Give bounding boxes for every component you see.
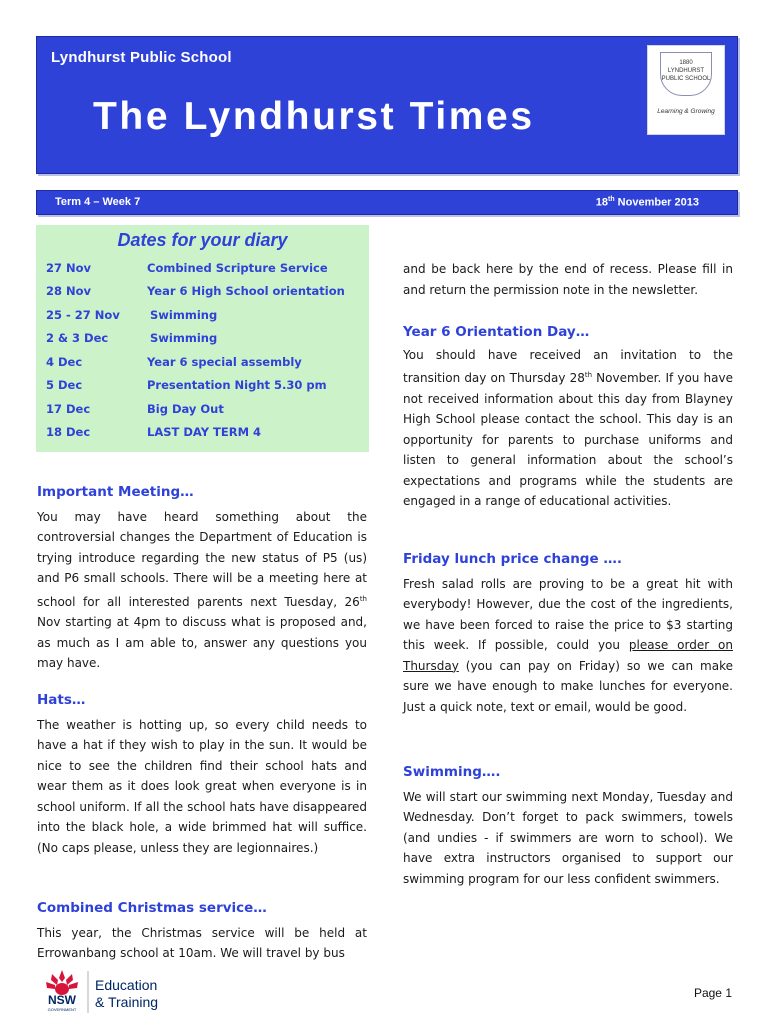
lunch-text-a: Fresh salad rolls are proving to be a great hit with everybody! However, due the cost of the ingredients, we have been forced to raise the price to $3 starting this week. If possible, could you bbox=[403, 576, 733, 652]
nsw-text: NSW bbox=[48, 993, 76, 1007]
christmas-heading: Combined Christmas service… bbox=[37, 900, 267, 916]
diary-row bbox=[46, 355, 366, 375]
christmas-body: This year, the Christmas service will be held at Errowanbang school at 10am. We will travel by bus bbox=[37, 925, 367, 960]
christmas-continued bbox=[403, 259, 733, 300]
orientation-body bbox=[403, 345, 733, 512]
diary-event: Big Day Out bbox=[147, 402, 224, 416]
meeting-sup: th bbox=[359, 594, 367, 603]
newsletter-title: The Lyndhurst Times bbox=[93, 95, 535, 138]
term-week: Term 4 – Week 7 bbox=[55, 196, 141, 208]
meeting-text-a: You may have heard something about the controversial changes the Department of Education is trying introduce regarding the new status of P5 (us) and P6 small schools. There will be a meeting here at school for all interested parents next Tuesday, 26 bbox=[37, 509, 367, 609]
article-lunch bbox=[403, 549, 733, 717]
diary-date: 18 Dec bbox=[46, 425, 91, 439]
logo-line2: PUBLIC SCHOOL bbox=[661, 76, 711, 82]
diary-title: Dates for your diary bbox=[117, 230, 288, 250]
hats-body: The weather is hotting up, so every child needs to have a hat if they wish to play in the sun. It would be nice to see the children find their school hats and wear them as it does look great when everyone is in school uniform. If all the school hats have disappeared into the black hole, a wide brimmed hat will suffice. (No caps please, unless they are legionnaires.) bbox=[37, 717, 367, 855]
diary-date: 25 - 27 Nov bbox=[46, 308, 120, 322]
meeting-heading: Important Meeting… bbox=[37, 484, 194, 500]
orientation-text-a: You should have received an invitation to the transition day on Thursday 28 bbox=[403, 347, 733, 385]
gov-text: GOVERNMENT bbox=[47, 1007, 77, 1012]
diary-row bbox=[46, 402, 366, 422]
issue-date bbox=[596, 196, 699, 209]
diary-date: 5 Dec bbox=[46, 378, 83, 392]
article-christmas bbox=[37, 898, 367, 964]
masthead bbox=[36, 36, 738, 174]
diary-row bbox=[46, 378, 366, 398]
term-bar bbox=[36, 190, 738, 215]
orientation-heading: Year 6 Orientation Day… bbox=[403, 324, 590, 340]
issue-date-suffix: th bbox=[608, 196, 615, 203]
waratah-icon bbox=[38, 968, 178, 1016]
diary-date: 17 Dec bbox=[46, 402, 91, 416]
logo-education: Education bbox=[95, 977, 158, 993]
logo-motto: Learning & Growing bbox=[657, 108, 715, 115]
diary-row bbox=[46, 261, 366, 281]
diary-date: 28 Nov bbox=[46, 284, 92, 298]
lunch-body bbox=[403, 574, 733, 718]
diary-date: 2 & 3 Dec bbox=[46, 331, 109, 345]
swimming-body: We will start our swimming next Monday, Tuesday and Wednesday. Don’t forget to pack swimmers, towels (and undies - if swimmers are worn to school). We have extra instructors organised to support our swimming program for our less confident swimmers. bbox=[403, 789, 733, 886]
meeting-body bbox=[37, 507, 367, 674]
diary-event: Swimming bbox=[150, 308, 218, 322]
diary-box bbox=[36, 225, 369, 452]
issue-date-rest: November 2013 bbox=[614, 196, 699, 209]
christmas-continued-text: and be back here by the end of recess. Please fill in and return the permission note in the newsletter. bbox=[403, 262, 733, 297]
school-name: Lyndhurst Public School bbox=[51, 49, 232, 66]
nsw-education-logo bbox=[38, 968, 178, 1016]
hats-heading: Hats… bbox=[37, 692, 86, 708]
article-orientation bbox=[403, 322, 733, 512]
diary-row bbox=[46, 331, 366, 351]
diary-event: Swimming bbox=[150, 331, 218, 345]
swimming-heading: Swimming…. bbox=[403, 764, 501, 780]
school-logo bbox=[647, 45, 725, 135]
article-meeting bbox=[37, 482, 367, 674]
orientation-sup: th bbox=[584, 371, 593, 379]
lunch-text-b: (you can pay on Friday) so we can make sure we have enough to make lunches for everyone. Just a quick note, text or email, would be good. bbox=[403, 658, 733, 714]
meeting-text-b: Nov starting at 4pm to discuss what is proposed and, as much as I am able to, answer any questions you may have. bbox=[37, 615, 367, 670]
page-number: Page 1 bbox=[693, 986, 732, 1000]
diary-row bbox=[46, 308, 366, 328]
logo-line1: LYNDHURST bbox=[667, 68, 705, 74]
diary-row bbox=[46, 284, 366, 304]
article-swimming bbox=[403, 762, 733, 889]
lunch-heading: Friday lunch price change …. bbox=[403, 551, 622, 567]
diary-row bbox=[46, 425, 366, 445]
logo-year: 1880 bbox=[679, 60, 693, 66]
diary-event: Year 6 High School orientation bbox=[147, 284, 345, 298]
issue-date-day: 18 bbox=[595, 196, 608, 209]
logo-training: & Training bbox=[95, 994, 159, 1010]
diary-event: Presentation Night 5.30 pm bbox=[147, 378, 327, 392]
diary-event: Year 6 special assembly bbox=[147, 355, 302, 369]
orientation-text-b: November. If you have not received information about this day from Blayney High School please contact the school. This day is an opportunity for parents to purchase uniforms and listen to general information about the school’s expectations and programs while the students are engaged in a range of educational activities. bbox=[403, 371, 734, 508]
lunch-underlined: please order on Thursday bbox=[403, 638, 733, 673]
diary-event: LAST DAY TERM 4 bbox=[147, 425, 262, 439]
school-crest-icon bbox=[660, 52, 712, 96]
diary-date: 27 Nov bbox=[46, 261, 92, 275]
diary-event: Combined Scripture Service bbox=[147, 261, 328, 275]
diary-date: 4 Dec bbox=[46, 355, 83, 369]
article-hats bbox=[37, 690, 367, 858]
